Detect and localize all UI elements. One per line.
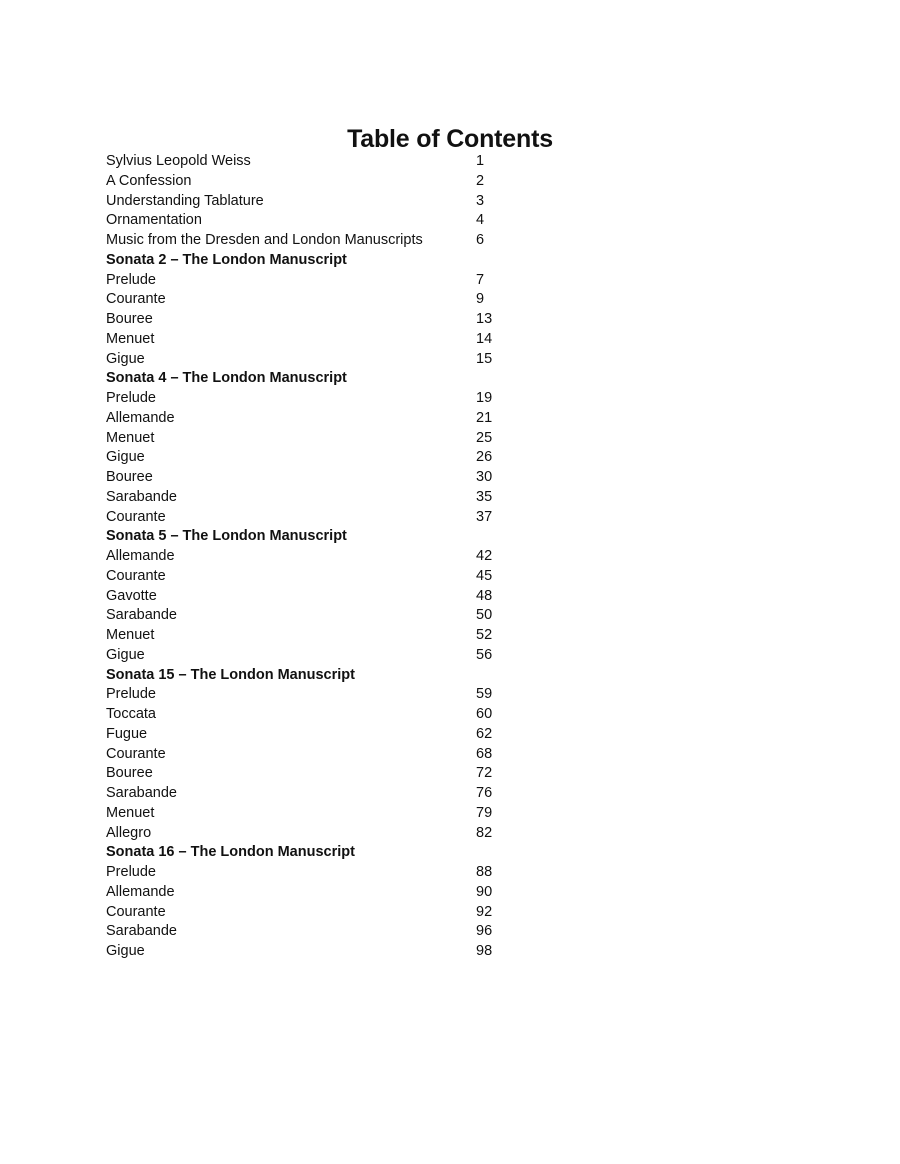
toc-entry-title: Courante [106,508,166,525]
toc-page-number: 35 [476,488,493,505]
toc-entry [106,922,526,942]
toc-entry-title: Menuet [106,429,155,446]
toc-entry [106,152,526,172]
toc-entry [106,745,526,765]
toc-entry-title: Gigue [106,449,145,466]
toc-entry-title: Prelude [106,271,156,288]
toc-entry-title: A Confession [106,172,192,189]
toc-entry [106,804,526,824]
toc-entry [106,310,526,330]
toc-page-number: 90 [476,883,493,900]
toc-entry-title: Prelude [106,390,156,406]
toc-section-heading [106,251,526,271]
table-of-contents [106,152,526,962]
toc-page-number: 30 [476,469,493,485]
toc-entry-title: Sonata 5 – The London Manuscript [106,528,347,545]
toc-entry-title: Gigue [106,646,145,663]
toc-entry [106,389,526,409]
toc-entry-title: Prelude [106,686,156,703]
toc-section-heading [106,843,526,863]
toc-entry-title: Understanding Tablature [106,192,264,209]
toc-entry [106,409,526,429]
toc-entry-title: Allegro [106,824,152,841]
toc-entry [106,646,526,666]
toc-entry-title: Courante [106,567,166,584]
toc-entry [106,626,526,646]
toc-page-number: 6 [476,232,485,248]
toc-section-heading [106,527,526,547]
toc-entry [106,705,526,725]
toc-page-number: 79 [476,804,493,821]
toc-page-number: 26 [476,449,493,466]
toc-entry [106,725,526,745]
toc-page-number: 88 [476,864,493,880]
toc-entry [106,429,526,449]
toc-entry-title: Allemande [106,883,175,900]
toc-entry-title: Bouree [106,469,153,485]
toc-page-number: 62 [476,725,493,742]
toc-entry [106,685,526,705]
toc-page-number: 14 [476,330,493,347]
toc-entry-title: Sylvius Leopold Weiss [106,153,251,169]
toc-page-number: 13 [476,311,493,327]
toc-entry-title: Sarabande [106,923,177,940]
toc-section-heading [106,369,526,389]
toc-entry [106,903,526,923]
toc-entry-title: Courante [106,903,166,920]
toc-page-number: 52 [476,627,493,643]
toc-entry-title: Courante [106,745,166,762]
toc-entry-title: Gavotte [106,587,157,604]
toc-entry [106,488,526,508]
toc-entry-title: Prelude [106,864,156,880]
toc-entry-title: Courante [106,291,166,308]
toc-entry-title: Bouree [106,765,153,782]
toc-entry-title: Bouree [106,311,153,327]
toc-entry [106,290,526,310]
toc-entry [106,330,526,350]
toc-entry [106,508,526,528]
toc-entry-title: Menuet [106,804,155,821]
toc-page-number: 60 [476,706,493,722]
toc-page-number: 50 [476,607,493,624]
toc-page-number: 3 [476,192,485,209]
toc-page-number: 9 [476,291,485,308]
toc-entry [106,350,526,370]
toc-page-number: 4 [476,212,485,229]
toc-entry [106,172,526,192]
page-title: Table of Contents [347,124,553,153]
toc-entry [106,231,526,251]
toc-entry-title: Sarabande [106,488,177,505]
toc-entry [106,271,526,291]
toc-entry-title: Allemande [106,548,175,564]
toc-entry [106,547,526,567]
toc-entry-title: Sonata 15 – The London Manuscript [106,666,355,683]
toc-page-number: 72 [476,765,493,782]
toc-page-number: 2 [476,172,485,189]
toc-page-number: 82 [476,824,493,841]
toc-entry-title: Music from the Dresden and London Manuscripts [106,232,423,248]
toc-page-number: 1 [476,153,485,169]
toc-entry-title: Gigue [106,350,145,367]
toc-entry-title: Menuet [106,627,155,643]
toc-page-number: 45 [476,567,493,584]
toc-entry-title: Menuet [106,330,155,347]
toc-entry-title: Sonata 16 – The London Manuscript [106,844,355,861]
toc-entry [106,567,526,587]
toc-page-number: 56 [476,646,493,663]
toc-entry-title: Toccata [106,706,156,722]
toc-page-number: 92 [476,903,493,920]
toc-entry [106,587,526,607]
toc-entry [106,211,526,231]
toc-page-number: 68 [476,745,493,762]
toc-entry [106,824,526,844]
toc-entry [106,784,526,804]
toc-entry [106,468,526,488]
toc-page-number: 15 [476,350,493,367]
toc-entry-title: Gigue [106,943,145,959]
toc-entry [106,883,526,903]
toc-entry [106,448,526,468]
toc-page-number: 25 [476,429,493,446]
toc-entry [106,192,526,212]
toc-entry-title: Sarabande [106,785,177,801]
toc-entry-title: Sarabande [106,607,177,624]
toc-section-heading [106,666,526,686]
toc-page-number: 48 [476,587,493,604]
toc-entry [106,764,526,784]
toc-entry [106,942,526,962]
toc-page-number: 21 [476,409,493,426]
toc-page-number: 98 [476,943,493,959]
toc-entry [106,606,526,626]
toc-page-number: 76 [476,785,493,801]
toc-page-number: 42 [476,548,493,564]
toc-entry-title: Sonata 2 – The London Manuscript [106,251,347,268]
toc-entry [106,863,526,883]
toc-entry-title: Allemande [106,409,175,426]
toc-entry-title: Ornamentation [106,212,202,229]
toc-page-number: 96 [476,923,493,940]
toc-entry-title: Sonata 4 – The London Manuscript [106,370,347,387]
toc-page-number: 19 [476,390,493,406]
toc-page-number: 59 [476,686,493,703]
toc-entry-title: Fugue [106,725,148,742]
toc-page-number: 7 [476,271,485,288]
toc-page-number: 37 [476,508,493,525]
